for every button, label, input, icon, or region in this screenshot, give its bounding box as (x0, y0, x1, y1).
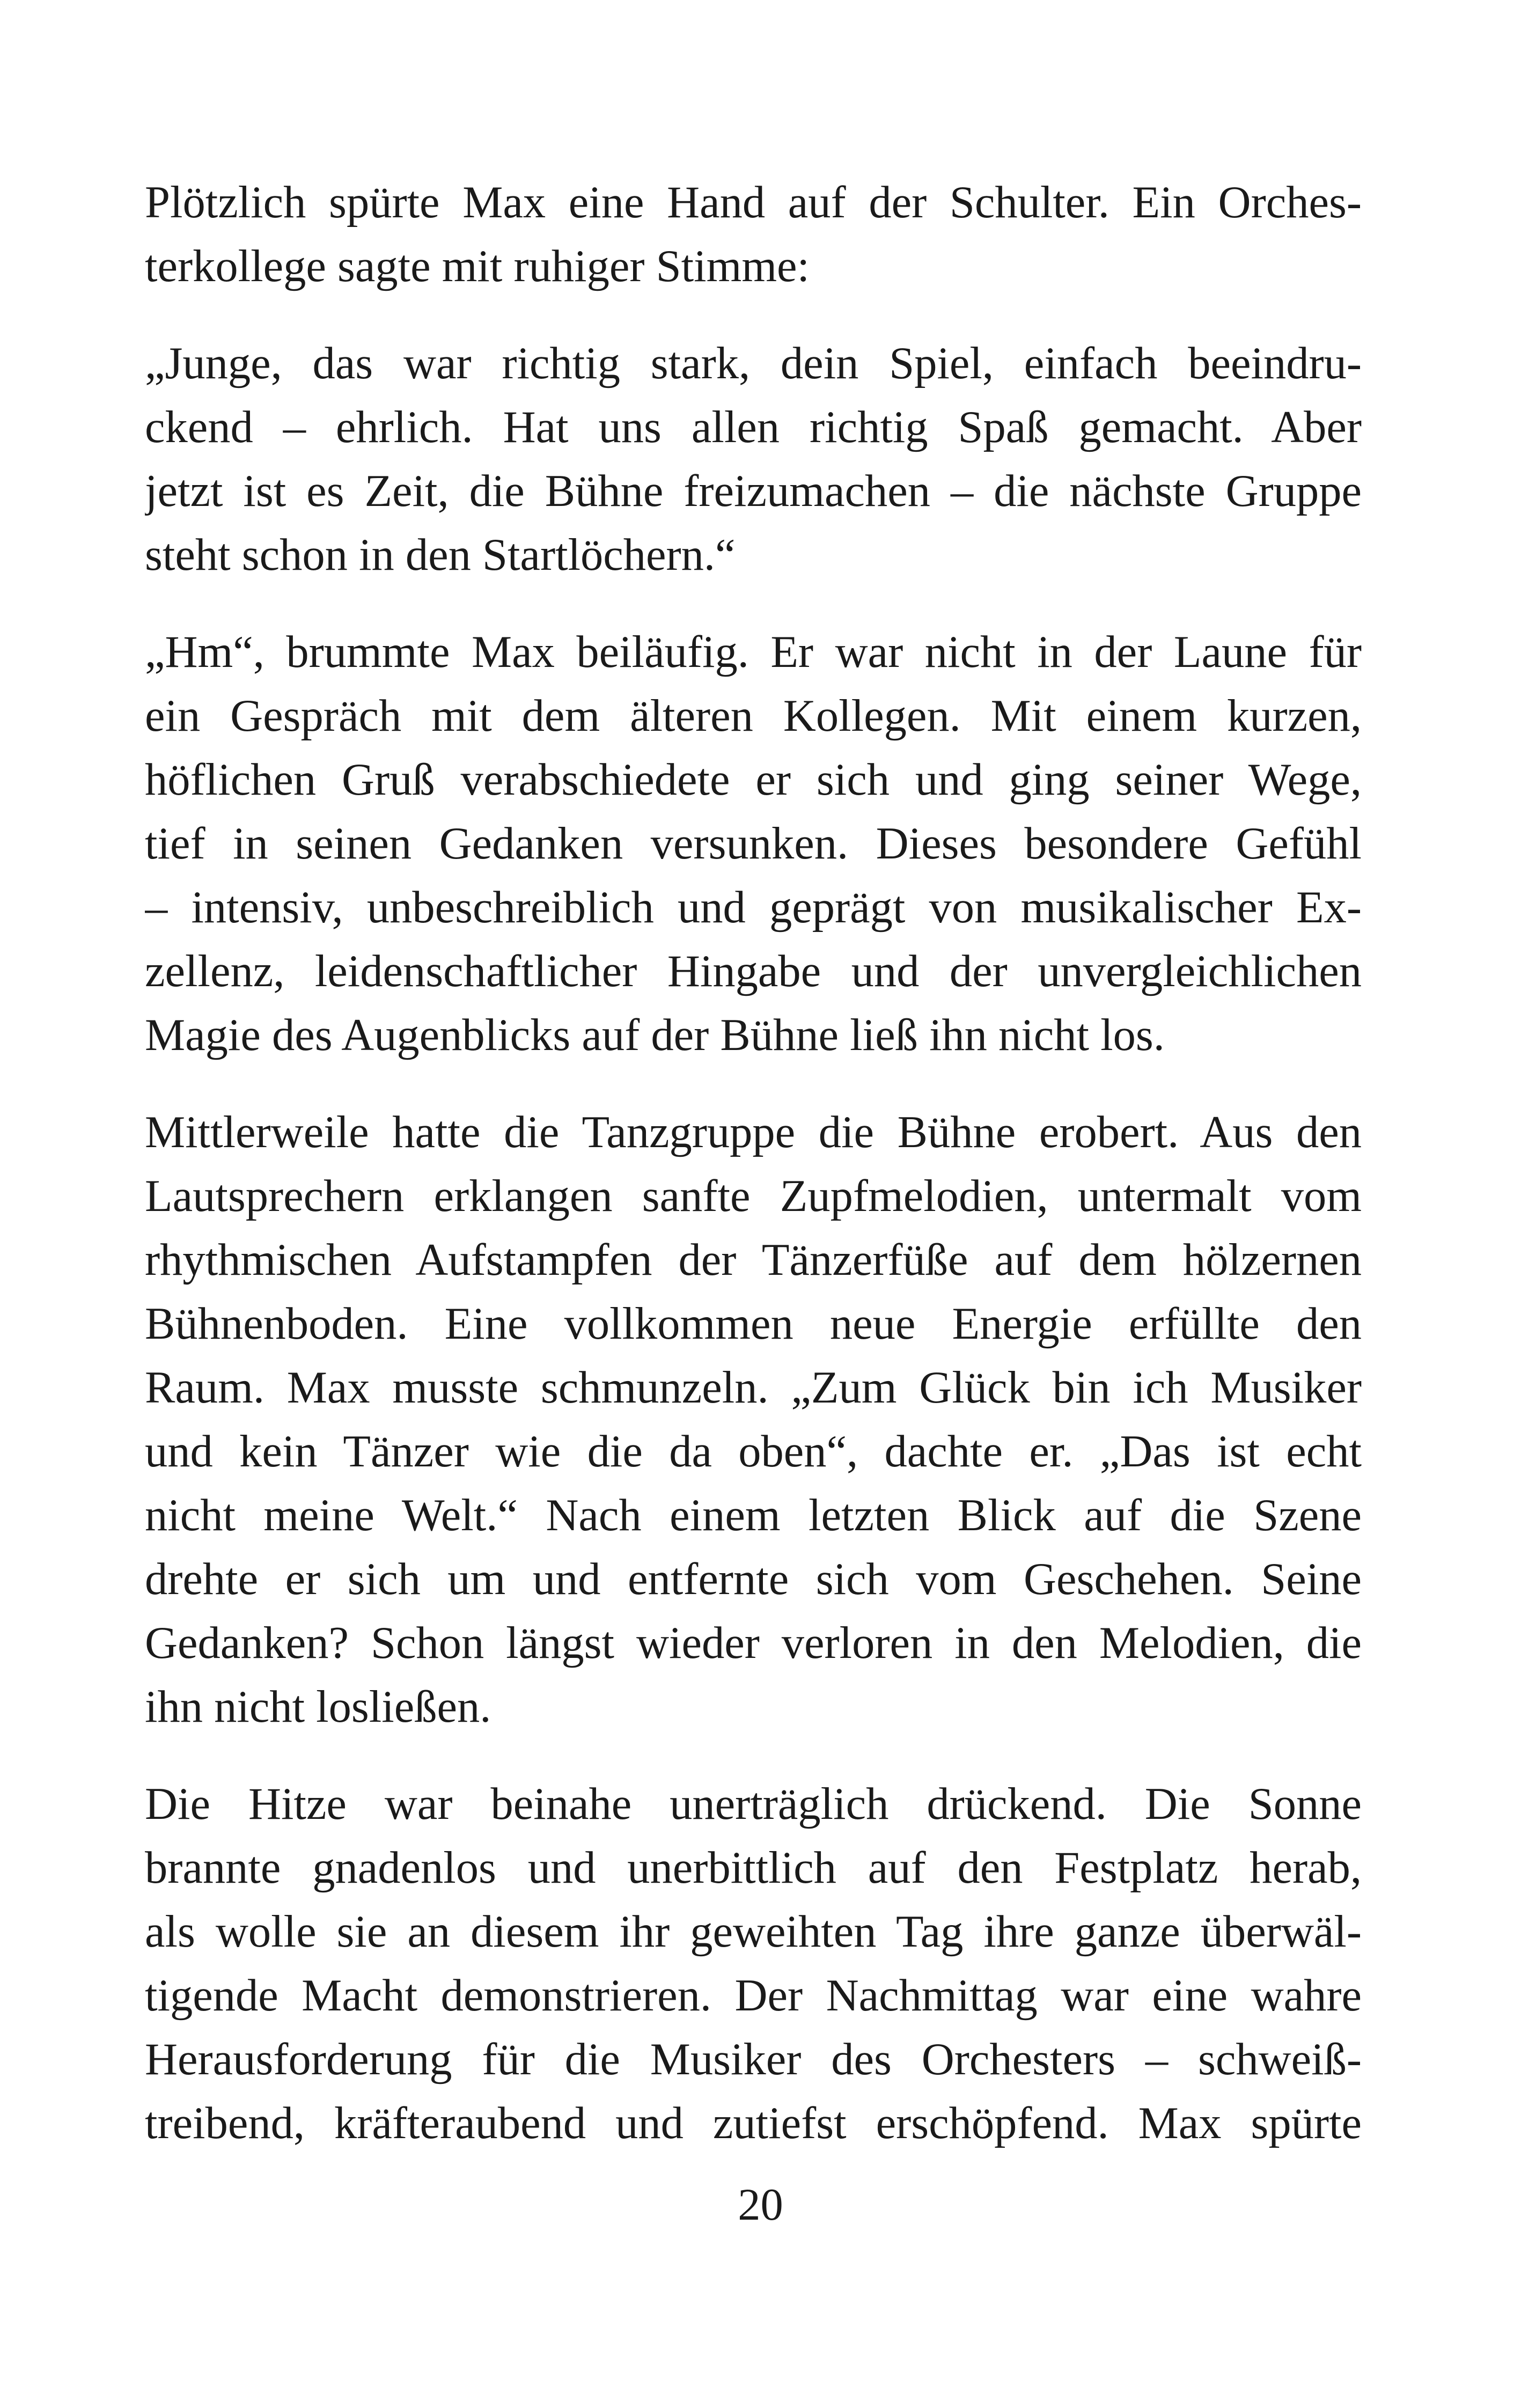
paragraph-5 (145, 1772, 1362, 2155)
text-line: Magie des Augenblicks auf der Bühne ließ ihn nicht los. (145, 1010, 1165, 1060)
paragraph-2 (145, 332, 1362, 587)
text-line: als wolle sie an diesem ihr geweihten Tag ihre ganze überwäl- (145, 1907, 1362, 1957)
text-line: Die Hitze war beinahe unerträglich drückend. Die Sonne (145, 1779, 1362, 1829)
text-line: Herausforderung für die Musiker des Orchesters – schweiß- (145, 2035, 1362, 2084)
text-line: drehte er sich um und entfernte sich vom Geschehen. Seine (145, 1554, 1362, 1604)
paragraph-4 (145, 1100, 1362, 1739)
paragraph-3 (145, 620, 1362, 1067)
text-line: Plötzlich spürte Max eine Hand auf der Schulter. Ein Orches- (145, 178, 1362, 227)
text-line: jetzt ist es Zeit, die Bühne freizumachen – die nächste Gruppe (145, 466, 1362, 516)
text-line: ihn nicht losließen. (145, 1682, 491, 1732)
text-line: tigende Macht demonstrieren. Der Nachmittag war eine wahre (145, 1971, 1362, 2021)
text-line: – intensiv, unbeschreiblich und geprägt von musikalischer Ex- (145, 883, 1362, 933)
text-line: ckend – ehrlich. Hat uns allen richtig Spaß gemacht. Aber (145, 402, 1362, 452)
text-line: ein Gespräch mit dem älteren Kollegen. Mit einem kurzen, (145, 691, 1362, 741)
text-line: „Junge, das war richtig stark, dein Spiel, einfach beeindru- (145, 339, 1362, 388)
text-line: treibend, kräfteraubend und zutiefst erschöpfend. Max spürte (145, 2098, 1362, 2148)
text-line: Gedanken? Schon längst wieder verloren in den Melodien, die (145, 1618, 1362, 1668)
text-line: terkollege sagte mit ruhiger Stimme: (145, 241, 810, 291)
text-line: höflichen Gruß verabschiedete er sich und ging seiner Wege, (145, 755, 1362, 805)
text-line: „Hm“, brummte Max beiläufig. Er war nicht in der Laune für (145, 627, 1362, 677)
text-line: und kein Tänzer wie die da oben“, dachte er. „Das ist echt (145, 1427, 1362, 1477)
text-line: Bühnenboden. Eine vollkommen neue Energie erfüllte den (145, 1299, 1362, 1349)
text-line: tief in seinen Gedanken versunken. Dieses besondere Gefühl (145, 819, 1362, 869)
paragraph-1 (145, 171, 1362, 298)
text-line: Lautsprechern erklangen sanfte Zupfmelodien, untermalt vom (145, 1171, 1362, 1221)
text-line: Raum. Max musste schmunzeln. „Zum Glück bin ich Musiker (145, 1363, 1362, 1413)
page-body (145, 171, 1362, 2155)
text-line: nicht meine Welt.“ Nach einem letzten Blick auf die Szene (145, 1491, 1362, 1540)
page-number: 20 (738, 2180, 783, 2230)
text-line: steht schon in den Startlöchern.“ (145, 530, 736, 580)
text-line: brannte gnadenlos und unerbittlich auf den Festplatz herab, (145, 1843, 1362, 1893)
text-line: zellenz, leidenschaftlicher Hingabe und der unvergleichlichen (145, 946, 1362, 996)
text-line: Mittlerweile hatte die Tanzgruppe die Bühne erobert. Aus den (145, 1107, 1362, 1157)
text-line: rhythmischen Aufstampfen der Tänzerfüße auf dem hölzernen (145, 1235, 1362, 1285)
